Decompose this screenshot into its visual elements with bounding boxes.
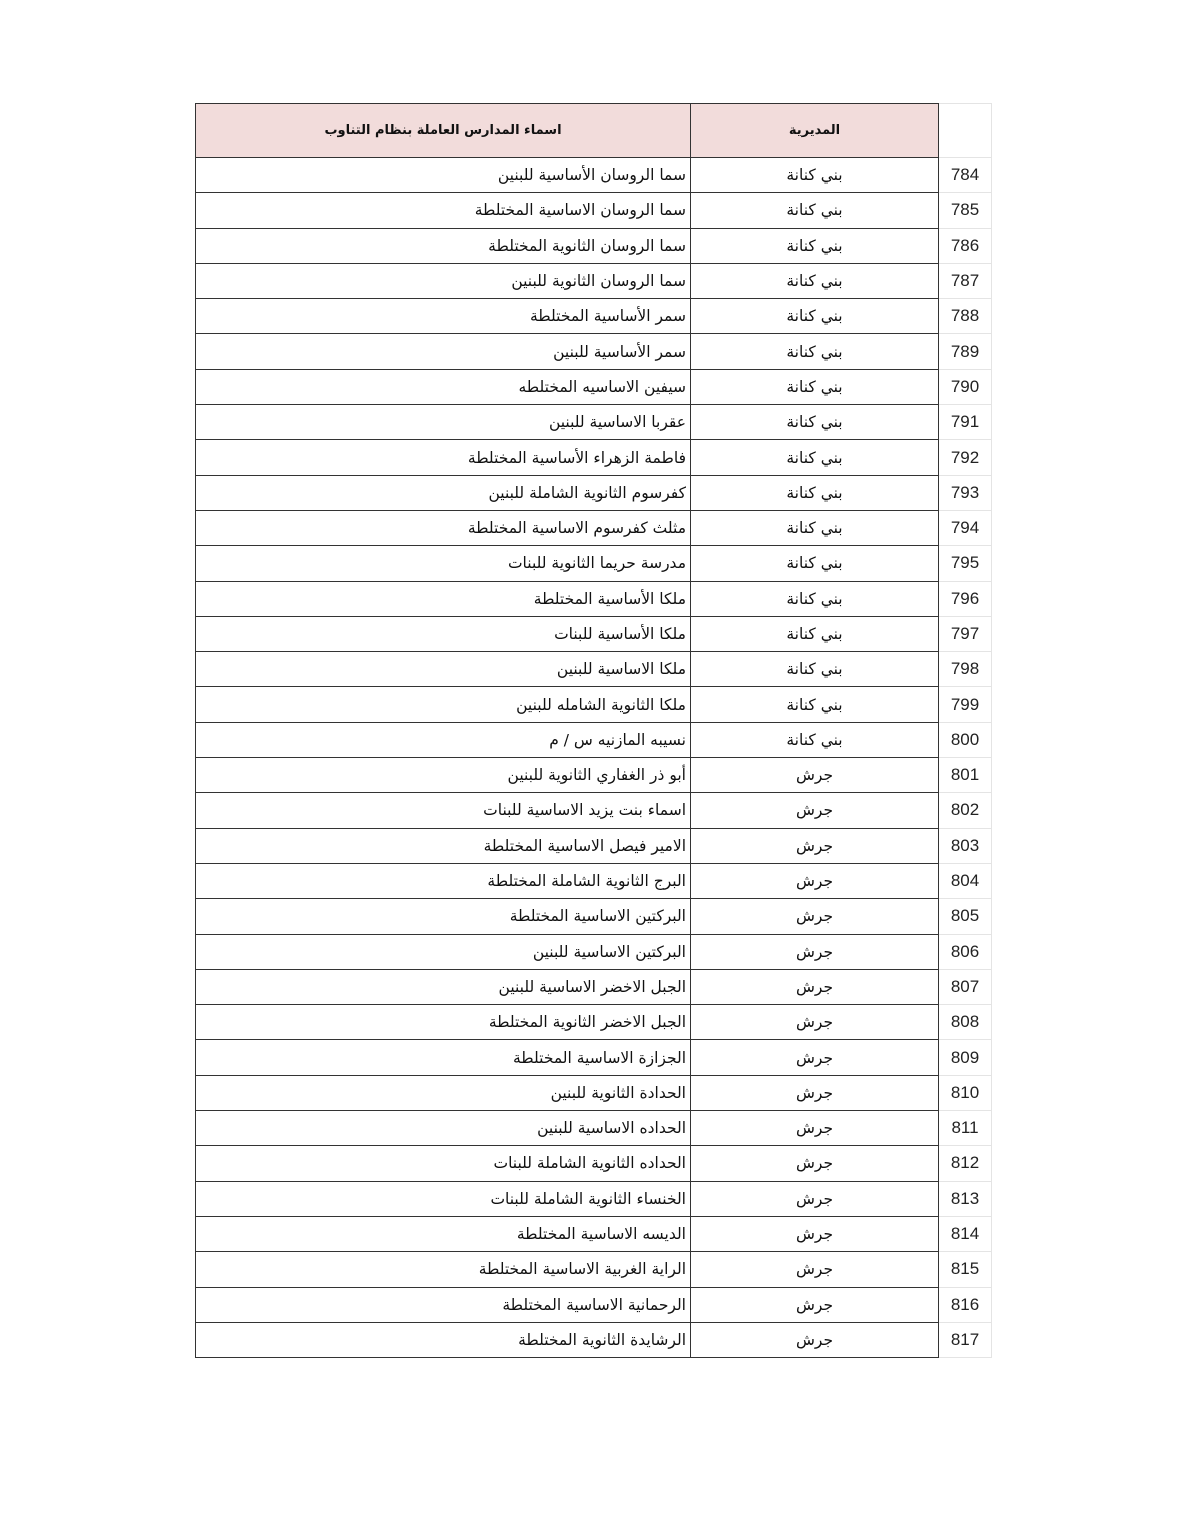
table-row [196,1252,992,1287]
table-row [196,652,992,687]
directorate-cell: جرش [691,1216,939,1251]
directorate-cell: بني كنانة [691,581,939,616]
school-name-cell: الحدادة الثانوية للبنين [196,1075,691,1110]
schools-sheet [195,103,991,1358]
directorate-cell: جرش [691,1146,939,1181]
directorate-cell: جرش [691,1322,939,1357]
row-number-cell: 812 [939,1146,992,1181]
school-name-cell: ملكا الأساسية المختلطة [196,581,691,616]
row-number-cell: 791 [939,405,992,440]
table-row [196,793,992,828]
table-row [196,1111,992,1146]
directorate-cell: بني كنانة [691,440,939,475]
row-number-cell: 796 [939,581,992,616]
directorate-cell: جرش [691,1111,939,1146]
directorate-cell: بني كنانة [691,299,939,334]
row-number-cell: 804 [939,863,992,898]
table-row [196,863,992,898]
school-name-cell: مثلث كفرسوم الاساسية المختلطة [196,510,691,545]
directorate-cell: بني كنانة [691,228,939,263]
school-name-cell: أبو ذر الغفاري الثانوية للبنين [196,758,691,793]
directorate-cell: جرش [691,1287,939,1322]
table-row [196,828,992,863]
row-number-cell: 789 [939,334,992,369]
table-row [196,581,992,616]
school-name-cell: سما الروسان الثانوية للبنين [196,263,691,298]
table-row [196,405,992,440]
row-number-cell: 810 [939,1075,992,1110]
row-number-cell: 814 [939,1216,992,1251]
table-row [196,899,992,934]
school-name-cell: ملكا الأساسية للبنات [196,616,691,651]
row-number-cell: 797 [939,616,992,651]
directorate-cell: جرش [691,828,939,863]
row-number-cell: 787 [939,263,992,298]
school-name-cell: الجبل الاخضر الاساسية للبنين [196,969,691,1004]
school-name-cell: الرشايدة الثانوية المختلطة [196,1322,691,1357]
school-name-cell: الحداده الثانوية الشاملة للبنات [196,1146,691,1181]
school-name-cell: اسماء بنت يزيد الاساسية للبنات [196,793,691,828]
row-number-cell: 793 [939,475,992,510]
school-name-cell: سما الروسان الاساسية المختلطة [196,193,691,228]
row-number-cell: 802 [939,793,992,828]
table-row [196,1005,992,1040]
table-row [196,1216,992,1251]
table-row [196,616,992,651]
school-name-cell: سما الروسان الثانوية المختلطة [196,228,691,263]
directorate-cell: بني كنانة [691,510,939,545]
school-name-cell: الديسه الاساسية المختلطة [196,1216,691,1251]
row-number-cell: 816 [939,1287,992,1322]
directorate-cell: جرش [691,1181,939,1216]
directorate-cell: بني كنانة [691,158,939,193]
school-name-cell: سما الروسان الأساسية للبنين [196,158,691,193]
directorate-cell: بني كنانة [691,263,939,298]
row-number-cell: 817 [939,1322,992,1357]
table-row [196,475,992,510]
directorate-cell: جرش [691,758,939,793]
header-school-name: اسماء المدارس العاملة بنظام التناوب [196,104,691,158]
school-name-cell: الراية الغربية الاساسية المختلطة [196,1252,691,1287]
school-name-cell: ملكا الثانوية الشامله للبنين [196,687,691,722]
school-name-cell: البركتين الاساسية للبنين [196,934,691,969]
table-body [196,158,992,1358]
directorate-cell: بني كنانة [691,616,939,651]
table-row [196,934,992,969]
table-row [196,969,992,1004]
school-name-cell: عقربا الاساسية للبنين [196,405,691,440]
row-number-cell: 784 [939,158,992,193]
school-name-cell: سيفين الاساسيه المختلطه [196,369,691,404]
row-number-cell: 798 [939,652,992,687]
table-row [196,1322,992,1357]
row-number-cell: 800 [939,722,992,757]
school-name-cell: البرج الثانوية الشاملة المختلطة [196,863,691,898]
row-number-cell: 794 [939,510,992,545]
row-number-cell: 785 [939,193,992,228]
school-name-cell: نسيبه المازنيه س / م [196,722,691,757]
directorate-cell: جرش [691,863,939,898]
directorate-cell: بني كنانة [691,687,939,722]
school-name-cell: الحداده الاساسية للبنين [196,1111,691,1146]
row-number-cell: 811 [939,1111,992,1146]
schools-table [195,103,992,1358]
directorate-cell: بني كنانة [691,334,939,369]
table-row [196,687,992,722]
row-number-cell: 815 [939,1252,992,1287]
school-name-cell: كفرسوم الثانوية الشاملة للبنين [196,475,691,510]
school-name-cell: فاطمة الزهراء الأساسية المختلطة [196,440,691,475]
school-name-cell: ملكا الاساسية للبنين [196,652,691,687]
table-row [196,510,992,545]
directorate-cell: جرش [691,1075,939,1110]
directorate-cell: بني كنانة [691,369,939,404]
header-number [939,104,992,158]
row-number-cell: 792 [939,440,992,475]
school-name-cell: مدرسة حريما الثانوية للبنات [196,546,691,581]
directorate-cell: بني كنانة [691,652,939,687]
row-number-cell: 790 [939,369,992,404]
row-number-cell: 795 [939,546,992,581]
school-name-cell: الامير فيصل الاساسية المختلطة [196,828,691,863]
school-name-cell: الجبل الاخضر الثانوية المختلطة [196,1005,691,1040]
row-number-cell: 807 [939,969,992,1004]
directorate-cell: جرش [691,934,939,969]
school-name-cell: البركتين الاساسية المختلطة [196,899,691,934]
table-row [196,1075,992,1110]
table-row [196,546,992,581]
table-row [196,722,992,757]
directorate-cell: جرش [691,793,939,828]
table-row [196,334,992,369]
table-row [196,263,992,298]
directorate-cell: بني كنانة [691,475,939,510]
table-row [196,228,992,263]
table-row [196,158,992,193]
table-row [196,1040,992,1075]
directorate-cell: بني كنانة [691,546,939,581]
table-row [196,1287,992,1322]
row-number-cell: 809 [939,1040,992,1075]
row-number-cell: 808 [939,1005,992,1040]
directorate-cell: جرش [691,1005,939,1040]
row-number-cell: 799 [939,687,992,722]
row-number-cell: 806 [939,934,992,969]
row-number-cell: 803 [939,828,992,863]
table-row [196,369,992,404]
directorate-cell: بني كنانة [691,193,939,228]
table-row [196,758,992,793]
school-name-cell: الرحمانية الاساسية المختلطة [196,1287,691,1322]
directorate-cell: بني كنانة [691,722,939,757]
row-number-cell: 801 [939,758,992,793]
directorate-cell: جرش [691,969,939,1004]
school-name-cell: الجزازة الاساسية المختلطة [196,1040,691,1075]
row-number-cell: 813 [939,1181,992,1216]
row-number-cell: 786 [939,228,992,263]
school-name-cell: سمر الأساسية المختلطة [196,299,691,334]
directorate-cell: جرش [691,1040,939,1075]
row-number-cell: 788 [939,299,992,334]
directorate-cell: جرش [691,899,939,934]
table-row [196,299,992,334]
table-row [196,440,992,475]
school-name-cell: الخنساء الثانوية الشاملة للبنات [196,1181,691,1216]
table-row [196,1146,992,1181]
directorate-cell: جرش [691,1252,939,1287]
table-header-row [196,104,992,158]
school-name-cell: سمر الأساسية للبنين [196,334,691,369]
table-row [196,193,992,228]
header-directorate: المديرية [691,104,939,158]
row-number-cell: 805 [939,899,992,934]
directorate-cell: بني كنانة [691,405,939,440]
table-row [196,1181,992,1216]
